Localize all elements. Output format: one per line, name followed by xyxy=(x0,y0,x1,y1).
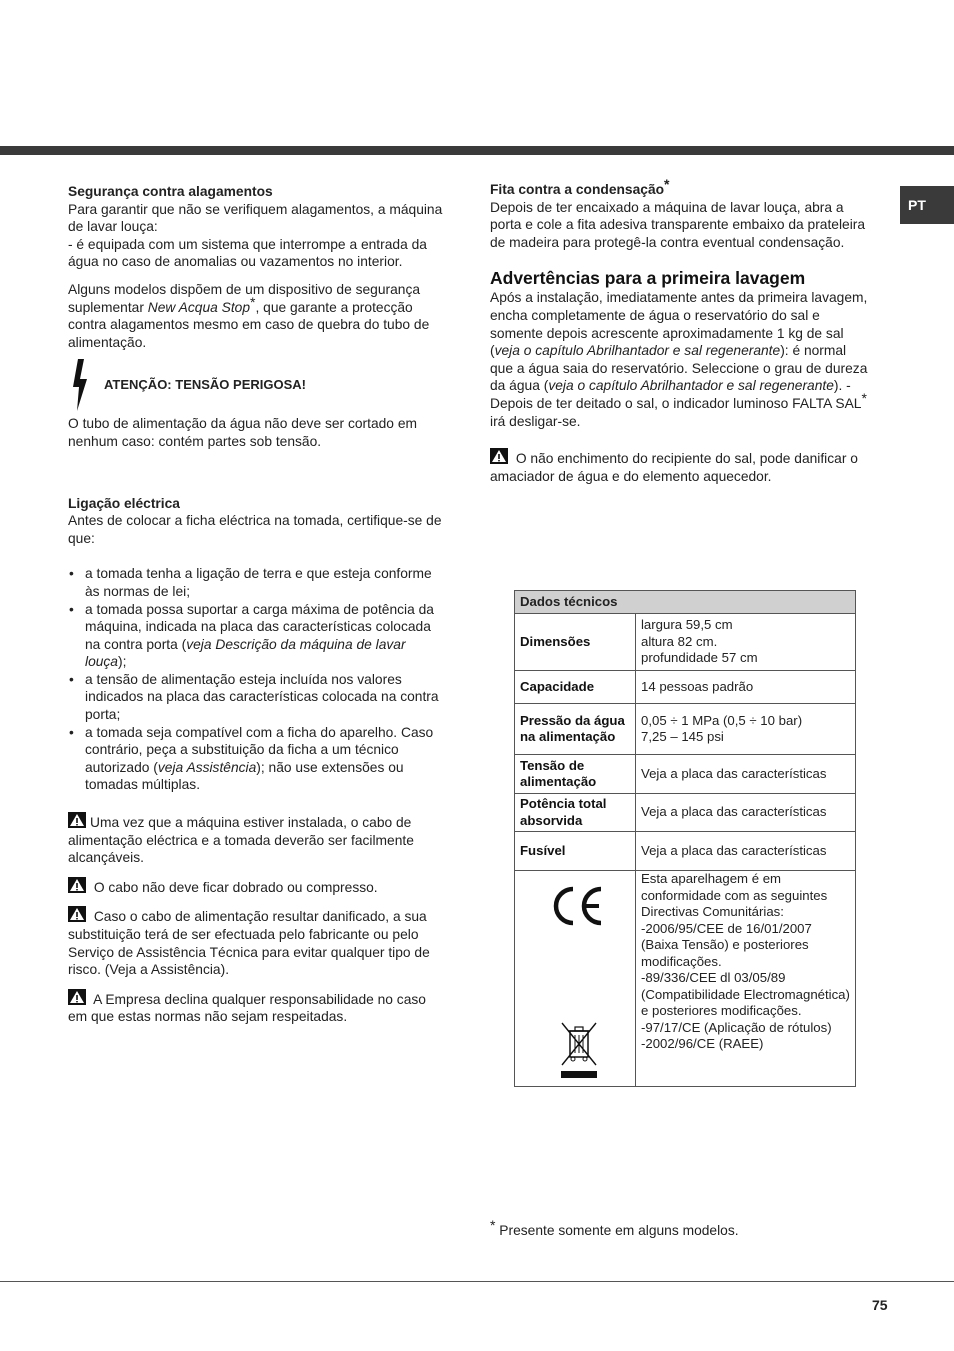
list-item: • a tomada possa suportar a carga máxima de potência da máquina, indicada na placa das características colocada na contra porta (veja Descrição da máquina de lavar louça); xyxy=(68,601,448,671)
salt-warning: O não enchimento do recipiente do sal, pode danificar o amaciador de água e do elemento aquecedor. xyxy=(490,448,870,485)
directives-text: Esta aparelhagem é em conformidade com as seguintes Directivas Comunitárias: -2006/95/CEE de 16/01/2007 (Baixa Tensão) e posteriores modificações. -89/336/CEE dl 03/05/89 (Compatibilidade Electromagnética) e posteriores modificações. -97/17/CE (Aplicação de rótulos) -2002/96/CE (RAEE) xyxy=(636,871,856,1087)
table-row xyxy=(515,832,856,871)
flood-paragraph-1: Para garantir que não se verifiquem alagamentos, a máquina de lavar louça: xyxy=(68,201,443,235)
table-header: Dados técnicos xyxy=(515,591,856,614)
warning-note: O cabo não deve ficar dobrado ou compresso. xyxy=(68,877,448,897)
page-number: 75 xyxy=(872,1297,888,1313)
list-item: • a tomada tenha a ligação de terra e que esteja conforme às normas de lei; xyxy=(68,565,448,600)
ce-mark-icon xyxy=(549,885,605,927)
right-column xyxy=(490,176,870,485)
top-bar xyxy=(0,146,954,155)
row-value: 0,05 ÷ 1 MPa (0,5 ÷ 10 bar) 7,25 – 145 psi xyxy=(636,704,856,755)
certification-marks xyxy=(515,871,636,1087)
warning-triangle-icon xyxy=(68,877,86,893)
footnote: * Presente somente em alguns modelos. xyxy=(490,1217,739,1238)
electrical-checklist xyxy=(68,565,448,794)
table-row xyxy=(515,794,856,832)
warning-triangle-icon xyxy=(68,906,86,922)
flood-paragraph-3: Alguns modelos dispõem de um dispositivo de segurança suplementar New Acqua Stop*, que garante a protecção contra alagamentos mesmo em caso de quebra do tubo de alimentação. xyxy=(68,281,430,350)
warning-note: A Empresa declina qualquer responsabilidade no caso em que estas normas não sejam respeitadas. xyxy=(68,989,448,1026)
left-column xyxy=(68,183,448,1026)
section-title-electrical: Ligação eléctrica xyxy=(68,495,180,511)
row-value: Veja a placa das características xyxy=(636,794,856,832)
condensation-text: Depois de ter encaixado a máquina de lavar louça, abra a porta e cole a fita adesiva transparente embaixo da prateleira de madeira para protegê-la contra eventual condensação. xyxy=(490,199,866,250)
table-row xyxy=(515,614,856,671)
table-row xyxy=(515,871,856,1087)
voltage-text: O tubo de alimentação da água não deve ser cortado em nenhum caso: contém partes sob tensão. xyxy=(68,416,417,449)
language-tab: PT xyxy=(900,186,954,224)
section-title-first-wash: Advertências para a primeira lavagem xyxy=(490,268,806,289)
table-row xyxy=(515,671,856,704)
list-item: • a tomada seja compatível com a ficha do aparelho. Caso contrário, peça a substituição da ficha a um técnico autorizado (veja Assistência); não use extensões ou tomadas múltiplas. xyxy=(68,724,448,794)
table-row xyxy=(515,704,856,755)
warning-triangle-icon xyxy=(68,812,86,828)
row-label: Capacidade xyxy=(515,671,636,704)
electrical-intro: Antes de colocar a ficha eléctrica na tomada, certifique-se de que: xyxy=(68,513,442,546)
warning-note: Caso o cabo de alimentação resultar danificado, a sua substituição terá de ser efectuada pelo fabricante ou pelo Serviço de Assistência Técnica para evitar qualquer tipo de risco. (Veja a Assistência). xyxy=(68,906,448,978)
row-value: 14 pessoas padrão xyxy=(636,671,856,704)
row-label: Fusível xyxy=(515,832,636,871)
lightning-bolt-icon xyxy=(70,359,92,411)
row-value: Veja a placa das características xyxy=(636,832,856,871)
crossed-bin-icon xyxy=(559,1021,599,1079)
row-value: Veja a placa das características xyxy=(636,755,856,794)
row-label: Tensão de alimentação xyxy=(515,755,636,794)
voltage-warning-label: ATENÇÃO: TENSÃO PERIGOSA! xyxy=(104,377,306,393)
first-wash-text: Após a instalação, imediatamente antes da primeira lavagem, encha completamente de água o reservatório do sal e somente depois acrescente aproximadamente 1 kg de sal (veja o capítulo Abrilhantador e sal regenerante): é normal que a água saia do reservatório. Seleccione o grau de dureza da água (veja o capítulo Abrilhantador e sal regenerante). - Depois de ter deitado o sal, o indicador luminoso FALTA SAL* irá desligar-se. xyxy=(490,290,868,429)
row-label: Dimensões xyxy=(515,614,636,671)
row-label: Potência total absorvida xyxy=(515,794,636,832)
warning-triangle-icon xyxy=(490,448,508,464)
warning-triangle-icon xyxy=(68,989,86,1005)
row-label: Pressão da água na alimentação xyxy=(515,704,636,755)
technical-data-table xyxy=(514,590,856,1087)
flood-paragraph-2: - é equipada com um sistema que interrompe a entrada da água no caso de anomalias ou vazamentos no interior. xyxy=(68,236,427,270)
section-title-condensation: Fita contra a condensação* xyxy=(490,176,670,197)
warning-note: Uma vez que a máquina estiver instalada, o cabo de alimentação eléctrica e a tomada deverão ser facilmente alcançáveis. xyxy=(68,812,448,867)
row-value: largura 59,5 cm altura 82 cm. profundidade 57 cm xyxy=(636,614,856,671)
table-row xyxy=(515,755,856,794)
section-title-flood: Segurança contra alagamentos xyxy=(68,184,273,199)
voltage-warning xyxy=(68,359,448,415)
bottom-rule xyxy=(0,1281,954,1282)
list-item: • a tensão de alimentação esteja incluída nos valores indicados na placa das características colocada na contra porta; xyxy=(68,671,448,724)
